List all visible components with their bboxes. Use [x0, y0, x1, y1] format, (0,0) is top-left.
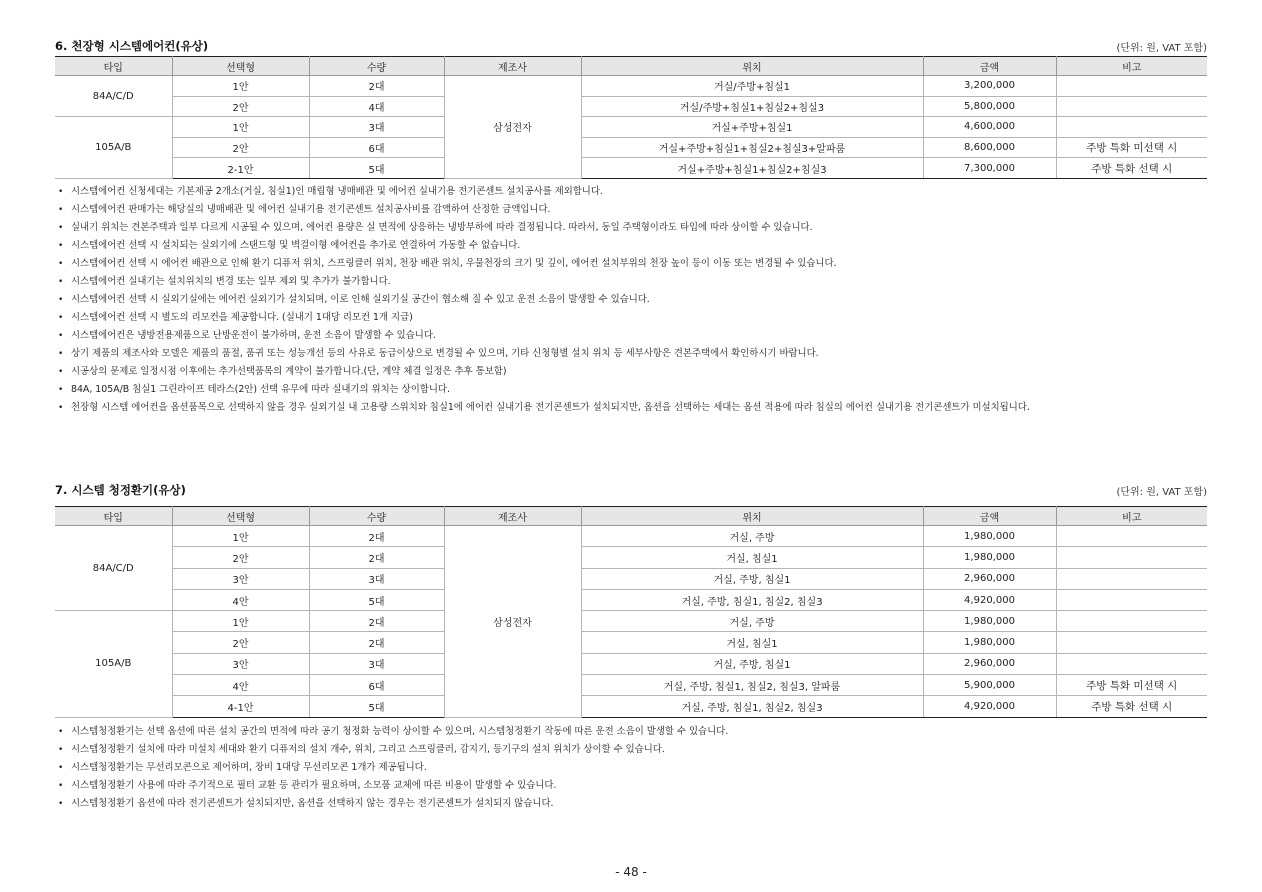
table-row	[55, 675, 1207, 696]
table-row	[55, 526, 1207, 547]
note-cell	[1056, 76, 1207, 97]
table-row	[55, 611, 1207, 632]
column-header: 비고	[1056, 57, 1207, 76]
type-cell: 105A/B	[55, 117, 172, 179]
price-cell: 3,200,000	[923, 76, 1056, 97]
ventilation-notes	[55, 723, 1207, 813]
note-item: • 시스템청정환기 옵션에 따라 전기콘센트가 설치되지만, 옵션을 선택하지 않는 경우는 전기콘센트가 설치되지 않습니다.	[55, 795, 1207, 813]
note-item: • 시스템에어컨 신청세대는 기본제공 2개소(거실, 침실1)인 매립형 냉매배관 및 에어컨 실내기용 전기콘센트 설치공사를 제외합니다.	[55, 183, 1207, 201]
column-header: 타입	[55, 507, 172, 526]
column-header: 선택형	[172, 57, 309, 76]
type-cell: 84A/C/D	[55, 76, 172, 117]
quantity-cell: 3대	[309, 568, 444, 589]
location-cell: 거실+주방+침실1+침실2+침실3+알파룸	[581, 137, 923, 158]
note-cell: 주방 특화 선택 시	[1056, 696, 1207, 717]
section-title: 6. 천장형 시스템에어컨(유상)	[55, 39, 209, 53]
price-cell: 4,600,000	[923, 117, 1056, 138]
note-item: • 천장형 시스템 에어컨을 옵션품목으로 선택하지 않을 경우 실외기실 내 고용량 스위치와 침실1에 에어컨 실내기용 전기콘센트가 설치되지만, 옵션을 선택하는 세대는 옵션 적용에 따라 침실의 에어컨 실내기용 전기콘센트가 미설치됩니다.	[55, 399, 1207, 417]
note-cell	[1056, 547, 1207, 568]
section-air-conditioner	[55, 38, 1207, 417]
column-header: 위치	[581, 57, 923, 76]
option-cell: 4-1안	[172, 696, 309, 717]
note-cell: 주방 특화 미선택 시	[1056, 137, 1207, 158]
note-item: • 시스템청정환기는 무선리모콘으로 제어하며, 장비 1대당 무선리모콘 1개가 제공됩니다.	[55, 759, 1207, 777]
note-item: • 시스템에어컨은 냉방전용제품으로 난방운전이 불가하며, 운전 소음이 발생할 수 있습니다.	[55, 327, 1207, 345]
section-header	[55, 482, 1207, 500]
ventilation-table	[55, 506, 1207, 718]
location-cell: 거실, 주방	[581, 611, 923, 632]
section-ventilation	[55, 482, 1207, 813]
table-row	[55, 96, 1207, 117]
option-cell: 4안	[172, 675, 309, 696]
location-cell: 거실+주방+침실1	[581, 117, 923, 138]
type-cell: 84A/C/D	[55, 526, 172, 611]
note-cell: 주방 특화 미선택 시	[1056, 675, 1207, 696]
quantity-cell: 6대	[309, 675, 444, 696]
location-cell: 거실/주방+침실1	[581, 76, 923, 97]
note-item: • 실내기 위치는 견본주택과 일부 다르게 시공될 수 있으며, 에어컨 용량은 실 면적에 상응하는 냉방부하에 따라 결정됩니다. 따라서, 동일 주택형이라도 타입에 따라 상이할 수 있습니다.	[55, 219, 1207, 237]
page-number: - 48 -	[615, 865, 647, 879]
note-cell	[1056, 653, 1207, 674]
table-row	[55, 696, 1207, 717]
column-header: 수량	[309, 507, 444, 526]
note-item: • 시공상의 문제로 일정시점 이후에는 추가선택품목의 계약이 불가합니다.(단, 계약 체결 일정은 추후 통보함)	[55, 363, 1207, 381]
option-cell: 1안	[172, 76, 309, 97]
quantity-cell: 5대	[309, 158, 444, 179]
option-cell: 3안	[172, 653, 309, 674]
note-cell	[1056, 117, 1207, 138]
note-item: • 시스템에어컨 선택 시 실외기실에는 에어컨 실외기가 설치되며, 이로 인해 실외기실 공간이 협소해 질 수 있고 운전 소음이 발생할 수 있습니다.	[55, 291, 1207, 309]
column-header: 선택형	[172, 507, 309, 526]
price-cell: 2,960,000	[923, 568, 1056, 589]
quantity-cell: 3대	[309, 117, 444, 138]
table-row	[55, 589, 1207, 610]
price-cell: 1,980,000	[923, 526, 1056, 547]
location-cell: 거실, 주방, 침실1	[581, 568, 923, 589]
column-header: 제조사	[444, 507, 581, 526]
option-cell: 2안	[172, 137, 309, 158]
header-row	[55, 507, 1207, 526]
table-row	[55, 117, 1207, 138]
quantity-cell: 2대	[309, 547, 444, 568]
column-header: 금액	[923, 507, 1056, 526]
option-cell: 2안	[172, 547, 309, 568]
table-row	[55, 632, 1207, 653]
location-cell: 거실+주방+침실1+침실2+침실3	[581, 158, 923, 179]
table-row	[55, 653, 1207, 674]
price-cell: 4,920,000	[923, 696, 1056, 717]
location-cell: 거실, 주방, 침실1	[581, 653, 923, 674]
location-cell: 거실, 주방, 침실1, 침실2, 침실3	[581, 696, 923, 717]
location-cell: 거실, 주방, 침실1, 침실2, 침실3	[581, 589, 923, 610]
quantity-cell: 2대	[309, 632, 444, 653]
price-cell: 1,980,000	[923, 632, 1056, 653]
quantity-cell: 2대	[309, 611, 444, 632]
header-row	[55, 57, 1207, 76]
location-cell: 거실/주방+침실1+침실2+침실3	[581, 96, 923, 117]
quantity-cell: 3대	[309, 653, 444, 674]
note-item: • 시스템에어컨 실내기는 설치위치의 변경 또는 일부 제외 및 추가가 불가합니다.	[55, 273, 1207, 291]
note-item: • 시스템청정환기 사용에 따라 주기적으로 필터 교환 등 관리가 필요하며, 소모품 교체에 따른 비용이 발생할 수 있습니다.	[55, 777, 1207, 795]
price-cell: 2,960,000	[923, 653, 1056, 674]
quantity-cell: 6대	[309, 137, 444, 158]
price-cell: 1,980,000	[923, 611, 1056, 632]
note-item: • 시스템청정환기는 선택 옵션에 따른 설치 공간의 면적에 따라 공기 청정화 능력이 상이할 수 있으며, 시스템청정환기 작동에 따른 운전 소음이 발생할 수 있습니다.	[55, 723, 1207, 741]
location-cell: 거실, 주방	[581, 526, 923, 547]
quantity-cell: 2대	[309, 76, 444, 97]
table-row	[55, 158, 1207, 179]
price-cell: 7,300,000	[923, 158, 1056, 179]
option-cell: 2안	[172, 632, 309, 653]
air-conditioner-notes	[55, 183, 1207, 417]
note-cell	[1056, 568, 1207, 589]
quantity-cell: 2대	[309, 526, 444, 547]
price-cell: 1,980,000	[923, 547, 1056, 568]
option-cell: 1안	[172, 611, 309, 632]
option-cell: 4안	[172, 589, 309, 610]
table-row	[55, 137, 1207, 158]
option-cell: 1안	[172, 117, 309, 138]
quantity-cell: 4대	[309, 96, 444, 117]
note-cell	[1056, 526, 1207, 547]
location-cell: 거실, 침실1	[581, 547, 923, 568]
section-title: 7. 시스템 청정환기(유상)	[55, 483, 186, 497]
note-cell: 주방 특화 선택 시	[1056, 158, 1207, 179]
manufacturer-cell: 삼성전자	[444, 526, 581, 718]
quantity-cell: 5대	[309, 589, 444, 610]
note-item: • 시스템에어컨 선택 시 설치되는 실외기에 스탠드형 및 벽걸이형 에어컨을 추가로 연결하여 가동할 수 없습니다.	[55, 237, 1207, 255]
note-item: • 시스템에어컨 선택 시 에어컨 배관으로 인해 환기 디퓨저 위치, 스프링클러 위치, 천장 배관 위치, 우물천장의 크기 및 깊이, 에어컨 설치부위의 천장 높이 등이 이동 또는 변경될 수 있습니다.	[55, 255, 1207, 273]
air-conditioner-table	[55, 56, 1207, 179]
table-row	[55, 568, 1207, 589]
note-cell	[1056, 611, 1207, 632]
unit-label: (단위: 원, VAT 포함)	[1116, 487, 1207, 498]
note-item: • 시스템에어컨 선택 시 별도의 리모컨을 제공합니다. (실내기 1대당 리모컨 1개 지급)	[55, 309, 1207, 327]
price-cell: 5,900,000	[923, 675, 1056, 696]
column-header: 위치	[581, 507, 923, 526]
table-row	[55, 547, 1207, 568]
option-cell: 1안	[172, 526, 309, 547]
price-cell: 4,920,000	[923, 589, 1056, 610]
note-item: • 84A, 105A/B 침실1 그린라이프 테라스(2안) 선택 유무에 따라 실내기의 위치는 상이합니다.	[55, 381, 1207, 399]
price-cell: 5,800,000	[923, 96, 1056, 117]
column-header: 금액	[923, 57, 1056, 76]
column-header: 제조사	[444, 57, 581, 76]
note-cell	[1056, 589, 1207, 610]
section-header	[55, 38, 1207, 56]
note-cell	[1056, 96, 1207, 117]
location-cell: 거실, 침실1	[581, 632, 923, 653]
option-cell: 2-1안	[172, 158, 309, 179]
quantity-cell: 5대	[309, 696, 444, 717]
option-cell: 2안	[172, 96, 309, 117]
manufacturer-cell: 삼성전자	[444, 76, 581, 179]
note-item: • 시스템청정환기 설치에 따라 미설치 세대와 환기 디퓨저의 설치 개수, 위치, 그리고 스프링클러, 감지기, 등기구의 설치 위치가 상이할 수 있습니다.	[55, 741, 1207, 759]
unit-label: (단위: 원, VAT 포함)	[1116, 43, 1207, 54]
column-header: 수량	[309, 57, 444, 76]
note-item: • 시스템에어컨 판매가는 해당실의 냉매배관 및 에어컨 실내기용 전기콘센트 설치공사비를 감액하여 산정한 금액입니다.	[55, 201, 1207, 219]
note-cell	[1056, 632, 1207, 653]
type-cell: 105A/B	[55, 611, 172, 717]
column-header: 비고	[1056, 507, 1207, 526]
location-cell: 거실, 주방, 침실1, 침실2, 침실3, 알파룸	[581, 675, 923, 696]
note-item: • 상기 제품의 제조사와 모델은 제품의 품절, 품귀 또는 성능개선 등의 사유로 동급이상으로 변경될 수 있으며, 기타 신청형별 설치 위치 등 세부사항은 견본주택에서 확인하시기 바랍니다.	[55, 345, 1207, 363]
price-cell: 8,600,000	[923, 137, 1056, 158]
table-row	[55, 76, 1207, 97]
option-cell: 3안	[172, 568, 309, 589]
column-header: 타입	[55, 57, 172, 76]
